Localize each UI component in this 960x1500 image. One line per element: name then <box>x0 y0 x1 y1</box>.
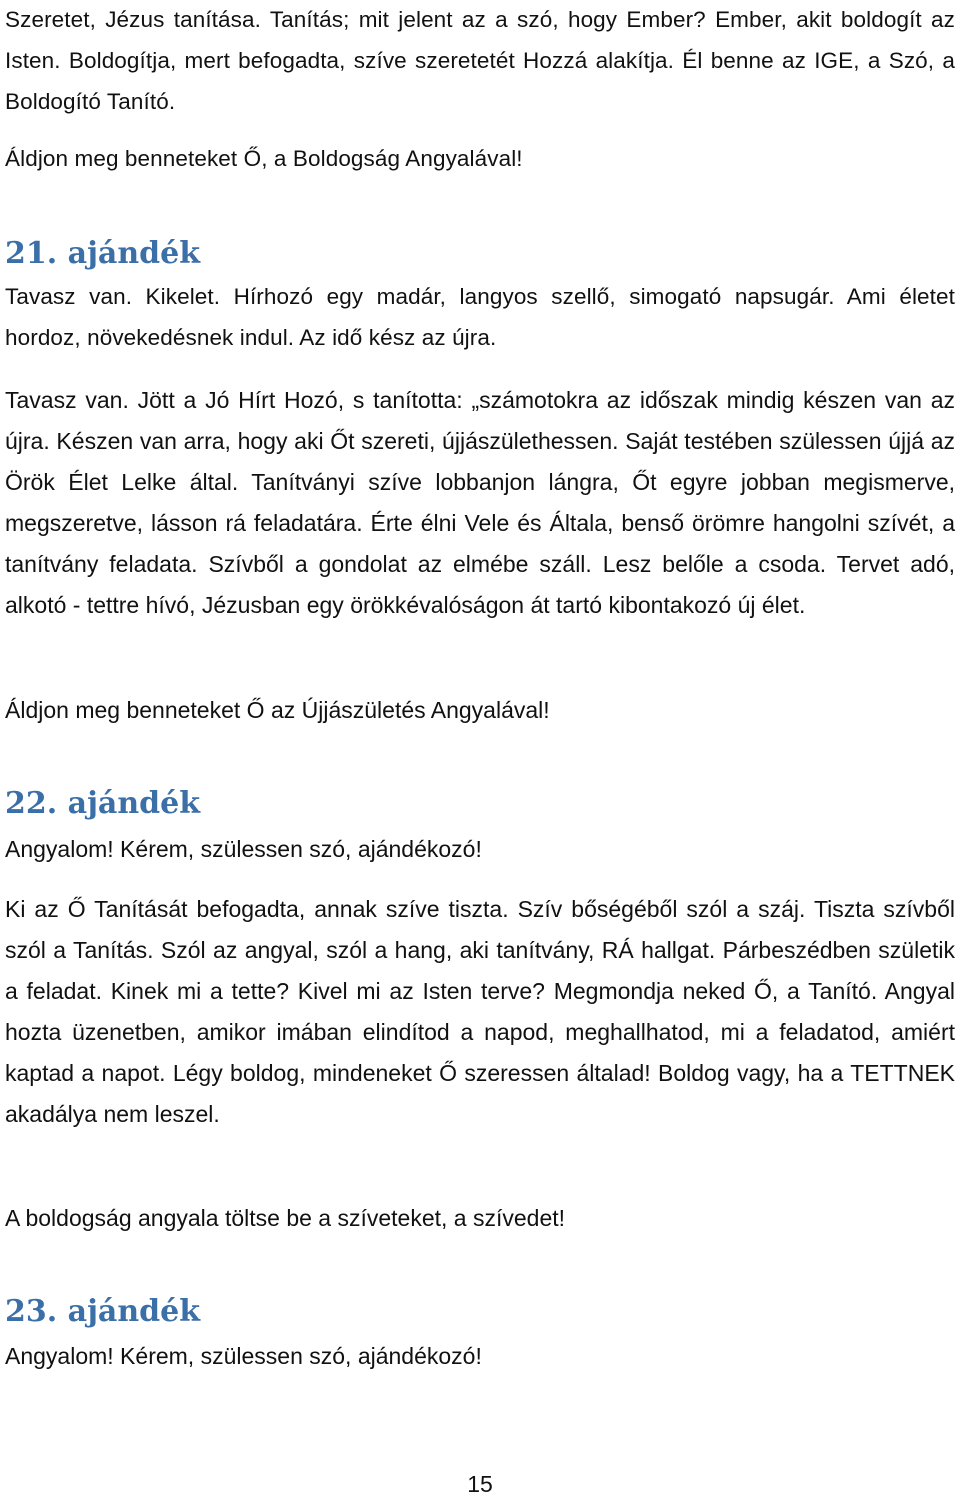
section-22-paragraph-2: Ki az Ő Tanítását befogadta, annak szíve tiszta. Szív bőségéből szól a száj. Tiszta szívből szól a Tanítás. Szól az angyal, szól a hang, aki tanítvány, RÁ hallgat. Párbeszédben születik a feladat. Kinek mi a tette? Kivel mi az Isten terve? Megmondja neked Ő, a Tanító. Angyal hozta üzenetben, amikor imában elindítod a napod, meghallhatod, mi a feladatod, amiért kaptad a napot. Légy boldog, mindeneket Ő szeressen általad! Boldog vagy, ha a TETTNEK akadálya nem leszel. <box>5 896 955 1127</box>
intro-paragraph: Szeretet, Jézus tanítása. Tanítás; mit jelent az a szó, hogy Ember? Ember, akit boldogít az Isten. Boldogítja, mert befogadta, szíve szeretetét Hozzá alakítja. Él benne az IGE, a Szó, a Boldogító Tanító. <box>5 7 955 114</box>
section-21-paragraph-1: Tavasz van. Kikelet. Hírhozó egy madár, langyos szellő, simogató napsugár. Ami életet hordoz, növekedésnek indul. Az idő kész az újra. <box>5 284 955 350</box>
intro-blessing: Áldjon meg benneteket Ő, a Boldogság Angyalával! <box>5 146 523 171</box>
page-number: 15 <box>467 1471 493 1497</box>
section-22-paragraph-1: Angyalom! Kérem, szülessen szó, ajándékozó! <box>5 836 482 862</box>
section-21-paragraph-2: Tavasz van. Jött a Jó Hírt Hozó, s tanította: „számotokra az időszak mindig készen van az újra. Készen van arra, hogy aki Őt szereti, újjászülethessen. Saját testében szülessen újjá az Örök Élet Lelke által. Tanítványi szíve lobbanjon lángra, Őt egyre jobban megismerve, megszeretve, lásson rá feladatára. Érte élni Vele és Általa, benső örömre hangolni szívét, a tanítvány feladata. Szívből a gondolat az elmébe száll. Lesz belőle a csoda. Tervet adó, alkotó - tettre hívó, Jézusban egy örökkévalóságon át tartó kibontakozó új élet. <box>5 387 955 618</box>
section-heading-21: 21. ajándék <box>5 236 201 271</box>
section-23-paragraph-1: Angyalom! Kérem, szülessen szó, ajándékozó! <box>5 1343 482 1369</box>
section-heading-23: 23. ajándék <box>5 1294 201 1329</box>
section-22-blessing: A boldogság angyala töltse be a szíveteket, a szívedet! <box>5 1205 566 1231</box>
section-heading-22: 22. ajándék <box>5 786 201 821</box>
section-21-blessing: Áldjon meg benneteket Ő az Újjászületés Angyalával! <box>5 697 550 723</box>
